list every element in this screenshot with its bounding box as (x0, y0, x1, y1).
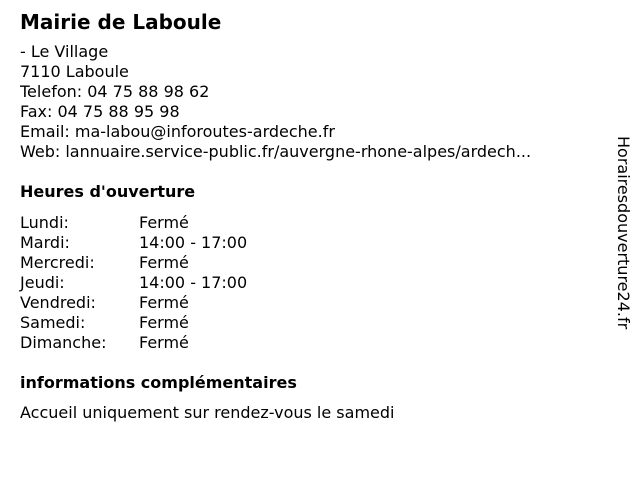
email-line[interactable]: Email: ma-labou@inforoutes-ardeche.fr (20, 122, 335, 141)
hours-time: Fermé (139, 293, 189, 312)
hours-day: Dimanche: (20, 333, 107, 352)
hours-row-mardi (20, 233, 600, 253)
page-title: Mairie de Laboule (20, 10, 222, 34)
hours-day: Mercredi: (20, 253, 95, 272)
address-street: - Le Village (20, 42, 109, 61)
info-heading: informations complémentaires (20, 373, 297, 392)
phone-line: Telefon: 04 75 88 98 62 (20, 82, 210, 101)
hours-row-dimanche (20, 333, 600, 353)
hours-row-samedi (20, 313, 600, 333)
hours-time: Fermé (139, 313, 189, 332)
hours-day: Samedi: (20, 313, 86, 332)
hours-row-lundi (20, 213, 600, 233)
contact-block (20, 82, 600, 162)
hours-day: Jeudi: (20, 273, 65, 292)
listing-card (20, 10, 600, 423)
hours-time: 14:00 - 17:00 (139, 233, 248, 252)
hours-row-mercredi (20, 253, 600, 273)
hours-row-vendredi (20, 293, 600, 313)
hours-heading: Heures d'ouverture (20, 182, 196, 201)
hours-table (20, 213, 600, 353)
hours-time: 14:00 - 17:00 (139, 273, 248, 292)
hours-time: Fermé (139, 213, 189, 232)
fax-line: Fax: 04 75 88 95 98 (20, 102, 180, 121)
hours-row-jeudi (20, 273, 600, 293)
hours-day: Vendredi: (20, 293, 96, 312)
info-text: Accueil uniquement sur rendez-vous le samedi (20, 403, 395, 422)
hours-time: Fermé (139, 333, 189, 352)
address-block (20, 42, 600, 82)
hours-day: Mardi: (20, 233, 70, 252)
web-line[interactable]: Web: lannuaire.service-public.fr/auvergne-rhone-alpes/ardech... (20, 142, 532, 161)
brand-watermark: Horairesdouverture24.fr (614, 136, 633, 330)
hours-day: Lundi: (20, 213, 69, 232)
hours-time: Fermé (139, 253, 189, 272)
address-city: 7110 Laboule (20, 62, 129, 81)
